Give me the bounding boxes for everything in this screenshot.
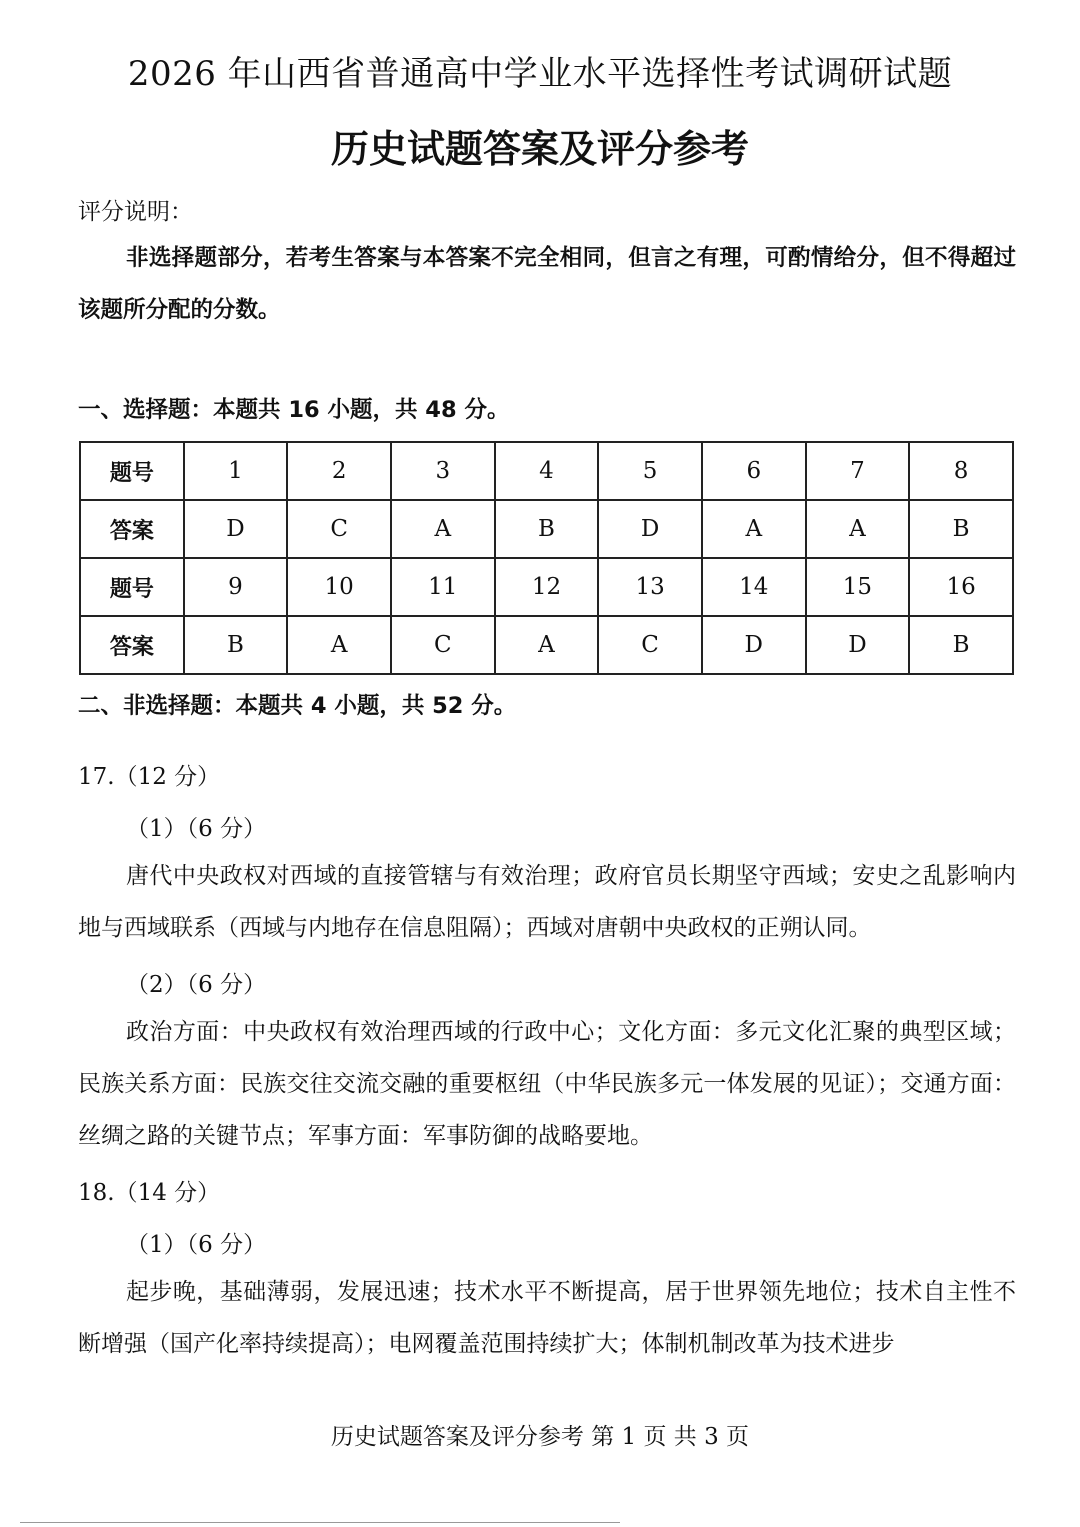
q18-label: 18.（14 分） bbox=[78, 1180, 221, 1206]
q17-part1-text: 唐代中央政权对西域的直接管辖与有效治理；政府官员长期坚守西域；安史之乱影响内地与西域联系（西域与内地存在信息阻隔）；西域对唐朝中央政权的正朔认同。 bbox=[78, 863, 1016, 941]
bottom-divider bbox=[20, 1522, 620, 1523]
question-number: 13 bbox=[598, 558, 702, 616]
answer-cell: C bbox=[287, 500, 391, 558]
answer-cell: C bbox=[598, 616, 702, 674]
q17-label: 17.（12 分） bbox=[78, 764, 221, 790]
question-number: 15 bbox=[806, 558, 910, 616]
answer-cell: A bbox=[287, 616, 391, 674]
scoring-notes-text: 非选择题部分，若考生答案与本答案不完全相同，但言之有理，可酌情给分，但不得超过该题所分配的分数。 bbox=[78, 245, 1016, 323]
answer-cell: D bbox=[598, 500, 702, 558]
question-number: 14 bbox=[702, 558, 806, 616]
question-number: 11 bbox=[391, 558, 495, 616]
exam-title: 2026 年山西省普通高中学业水平选择性考试调研试题 bbox=[127, 54, 953, 94]
question-number: 16 bbox=[909, 558, 1013, 616]
table-row bbox=[80, 558, 1013, 616]
answer-cell: B bbox=[495, 500, 599, 558]
question-number: 2 bbox=[287, 442, 391, 500]
question-number: 4 bbox=[495, 442, 599, 500]
answer-cell: B bbox=[909, 616, 1013, 674]
section2-heading: 二、非选择题：本题共 4 小题，共 52 分。 bbox=[78, 693, 517, 719]
q17-part1-label: （1）（6 分） bbox=[126, 816, 267, 842]
question-number: 3 bbox=[391, 442, 495, 500]
q18-part1-text: 起步晚，基础薄弱，发展迅速；技术水平不断提高，居于世界领先地位；技术自主性不断增强（国产化率持续提高）；电网覆盖范围持续扩大；体制机制改革为技术进步 bbox=[78, 1279, 1016, 1357]
answer-cell: A bbox=[495, 616, 599, 674]
row-label-number: 题号 bbox=[80, 442, 184, 500]
answer-cell: A bbox=[702, 500, 806, 558]
question-number: 6 bbox=[702, 442, 806, 500]
table-row bbox=[80, 616, 1013, 674]
answer-cell: B bbox=[909, 500, 1013, 558]
table-row bbox=[80, 500, 1013, 558]
answer-cell: D bbox=[702, 616, 806, 674]
scoring-notes-label: 评分说明： bbox=[78, 199, 193, 225]
answer-cell: B bbox=[184, 616, 288, 674]
document-subtitle: 历史试题答案及评分参考 bbox=[330, 127, 749, 171]
row-label-number: 题号 bbox=[80, 558, 184, 616]
question-number: 7 bbox=[806, 442, 910, 500]
answer-cell: D bbox=[184, 500, 288, 558]
section1-heading: 一、选择题：本题共 16 小题，共 48 分。 bbox=[78, 397, 510, 423]
row-label-answer: 答案 bbox=[80, 616, 184, 674]
page-footer: 历史试题答案及评分参考 第 1 页 共 3 页 bbox=[330, 1424, 750, 1450]
q17-part2-label: （2）（6 分） bbox=[126, 972, 267, 998]
answer-table bbox=[79, 441, 1014, 675]
row-label-answer: 答案 bbox=[80, 500, 184, 558]
answer-cell: A bbox=[806, 500, 910, 558]
answer-cell: D bbox=[806, 616, 910, 674]
answer-cell: C bbox=[391, 616, 495, 674]
question-number: 10 bbox=[287, 558, 391, 616]
table-row bbox=[80, 442, 1013, 500]
answer-cell: A bbox=[391, 500, 495, 558]
question-number: 8 bbox=[909, 442, 1013, 500]
question-number: 5 bbox=[598, 442, 702, 500]
question-number: 9 bbox=[184, 558, 288, 616]
question-number: 12 bbox=[495, 558, 599, 616]
question-number: 1 bbox=[184, 442, 288, 500]
q17-part2-text: 政治方面：中央政权有效治理西域的行政中心；文化方面：多元文化汇聚的典型区域；民族关系方面：民族交往交流交融的重要枢纽（中华民族多元一体发展的见证）；交通方面：丝绸之路的关键节点；军事方面：军事防御的战略要地。 bbox=[78, 1019, 1016, 1149]
q18-part1-label: （1）（6 分） bbox=[126, 1232, 267, 1258]
